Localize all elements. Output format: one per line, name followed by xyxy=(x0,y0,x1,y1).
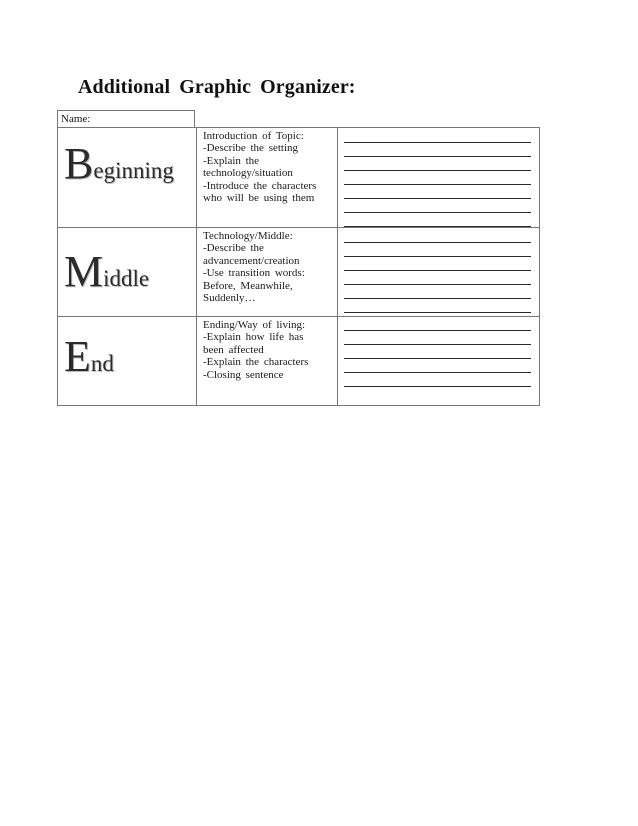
section-heading-cell xyxy=(58,228,197,317)
writing-line[interactable] xyxy=(344,317,531,331)
prompt-line: -Explain the characters xyxy=(203,356,309,369)
writing-line[interactable] xyxy=(344,359,531,373)
section-heading-end xyxy=(58,317,196,379)
writing-line[interactable] xyxy=(344,229,531,243)
prompt-line: who will be using them xyxy=(203,192,315,205)
name-field-label: Name: xyxy=(57,110,195,127)
prompt-line: -Explain how life has xyxy=(203,331,304,344)
section-heading-beginning xyxy=(58,128,196,186)
writing-cell[interactable] xyxy=(338,128,540,228)
organizer-row-beginning xyxy=(58,128,540,228)
prompt-line: -Describe the xyxy=(203,242,264,255)
writing-line[interactable] xyxy=(344,171,531,185)
prompt-line: Suddenly… xyxy=(203,292,256,305)
graphic-organizer-table xyxy=(57,127,540,406)
writing-line[interactable] xyxy=(344,373,531,387)
writing-line[interactable] xyxy=(344,185,531,199)
section-initial: E xyxy=(64,332,91,381)
prompt-cell xyxy=(197,317,338,406)
page-title: Additional Graphic Organizer: xyxy=(78,76,356,98)
prompt-line: technology/situation xyxy=(203,167,293,180)
writing-line[interactable] xyxy=(344,157,531,171)
section-rest: nd xyxy=(90,351,114,376)
prompt-middle xyxy=(197,228,337,304)
prompt-line: Introduction of Topic: xyxy=(203,130,304,142)
writing-line[interactable] xyxy=(344,129,531,143)
writing-line[interactable] xyxy=(344,143,531,157)
section-heading-cell xyxy=(58,128,197,228)
prompt-line: Ending/Way of living: xyxy=(203,319,306,331)
writing-line[interactable] xyxy=(344,331,531,345)
writing-line[interactable] xyxy=(344,299,531,313)
section-rest: eginning xyxy=(93,158,174,183)
section-rest: iddle xyxy=(103,266,150,291)
section-initial: M xyxy=(64,247,104,296)
section-heading-cell xyxy=(58,317,197,406)
prompt-line: Before, Meanwhile, xyxy=(203,279,293,292)
organizer-row-end xyxy=(58,317,540,406)
writing-line[interactable] xyxy=(344,213,531,227)
prompt-line: -Use transition words: xyxy=(203,267,305,280)
writing-cell[interactable] xyxy=(338,228,540,317)
writing-lines-beginning xyxy=(338,128,539,227)
prompt-cell xyxy=(197,228,338,317)
prompt-line: advancement/creation xyxy=(203,254,300,267)
prompt-line: Technology/Middle: xyxy=(203,230,293,242)
writing-lines-end xyxy=(338,317,539,387)
writing-lines-middle xyxy=(338,228,539,313)
writing-line[interactable] xyxy=(344,345,531,359)
prompt-line: -Closing sentence xyxy=(203,368,284,381)
writing-line[interactable] xyxy=(344,243,531,257)
writing-line[interactable] xyxy=(344,271,531,285)
prompt-line: -Describe the setting xyxy=(203,142,299,155)
organizer-row-middle xyxy=(58,228,540,317)
section-initial: B xyxy=(64,139,94,188)
writing-line[interactable] xyxy=(344,257,531,271)
writing-cell[interactable] xyxy=(338,317,540,406)
writing-line[interactable] xyxy=(344,285,531,299)
prompt-cell xyxy=(197,128,338,228)
prompt-line: -Explain the xyxy=(203,154,260,167)
prompt-line: been affected xyxy=(203,343,264,356)
writing-line[interactable] xyxy=(344,199,531,213)
prompt-beginning xyxy=(197,128,337,204)
prompt-line: -Introduce the characters xyxy=(203,179,317,192)
section-heading-middle xyxy=(58,228,196,294)
prompt-end xyxy=(197,317,337,381)
